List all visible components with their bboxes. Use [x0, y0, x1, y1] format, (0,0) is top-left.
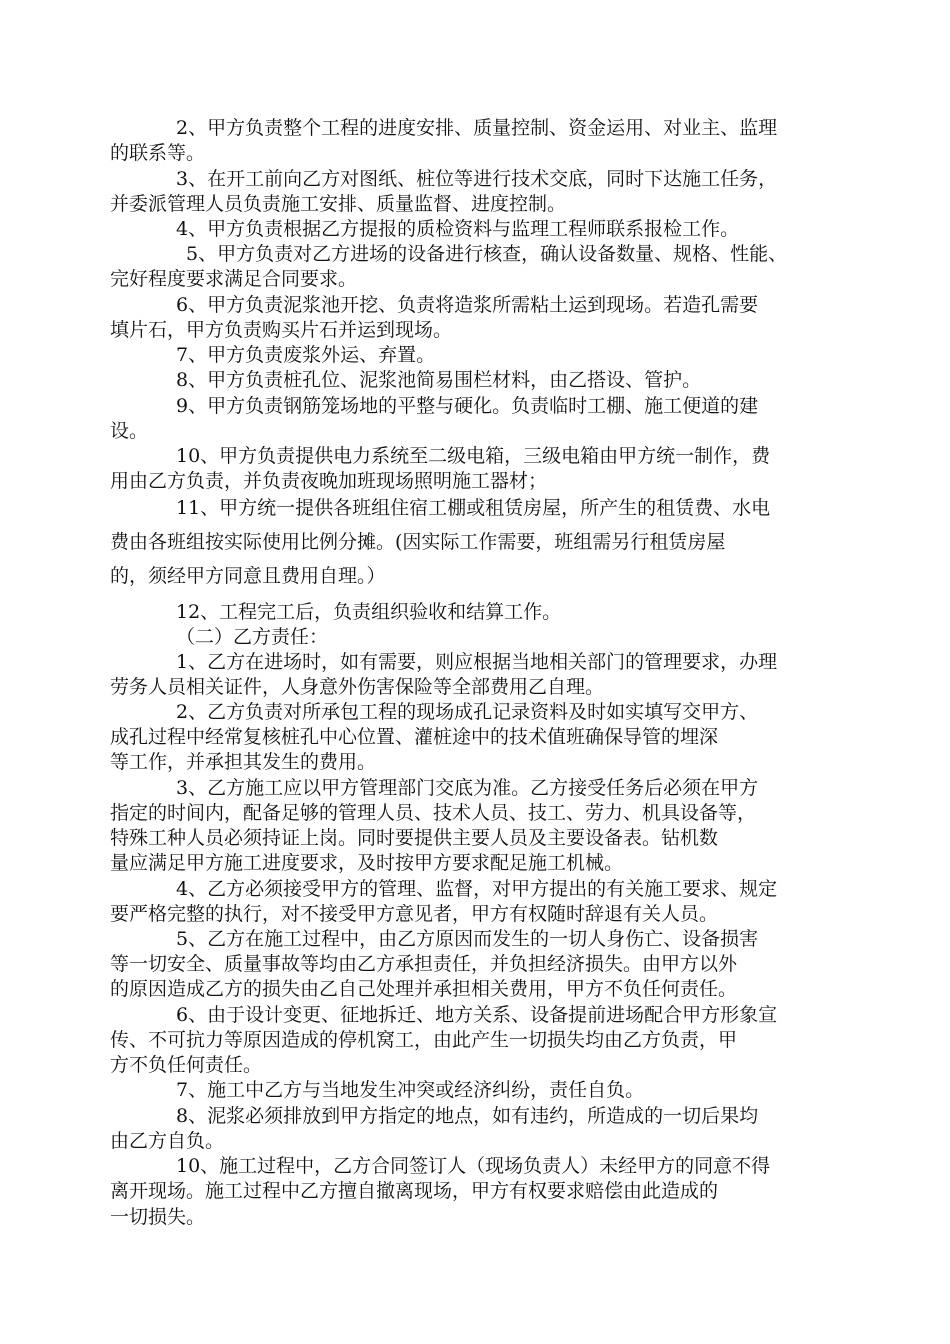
text-line: 11、甲方统一提供各班组住宿工棚或租赁房屋，所产生的租赁费、水电	[176, 497, 771, 519]
text-line: 1、乙方在进场时，如有需要，则应根据当地相关部门的管理要求，办理	[176, 651, 778, 673]
text-line: 10、甲方负责提供电力系统至二级电箱，三级电箱由甲方统一制作，费	[176, 445, 771, 467]
text-line: 方不负任何责任。	[110, 1054, 263, 1076]
text-line: 用由乙方负责，并负责夜晚加班现场照明施工器材；	[110, 470, 548, 492]
text-line: 7、施工中乙方与当地发生冲突或经济纠纷，责任自负。	[176, 1079, 645, 1101]
text-line: 特殊工种人员必须持证上岗。同时要提供主要人员及主要设备表。钻机数	[110, 827, 719, 849]
text-line: 设。	[110, 420, 149, 442]
section-heading-text: （二）乙方责任：	[176, 626, 329, 648]
text-line: 等一切安全、质量事故等均由乙方承担责任，并负担经济损失。由甲方以外	[110, 953, 738, 975]
text-line: 劳务人员相关证件，人身意外伤害保险等全部费用乙自理。	[110, 676, 605, 698]
text-line: 6、由于设计变更、征地拆迁、地方关系、设备提前进场配合甲方形象宣	[176, 1004, 778, 1026]
text-line: 的联系等。	[110, 142, 206, 164]
text-line: 8、甲方负责桩孔位、泥浆池简易围栏材料，由乙搭设、管护。	[176, 369, 702, 391]
text-line: 2、甲方负责整个工程的进度安排、质量控制、资金运用、对业主、监理	[176, 117, 778, 139]
text-line: 完好程度要求满足合同要求。	[110, 268, 358, 290]
text-line: 等工作，并承担其发生的费用。	[110, 751, 377, 773]
text-line: 2、乙方负责对所承包工程的现场成孔记录资料及时如实填写交甲方、	[176, 701, 759, 723]
text-line: 填片石，甲方负责购买片石并运到现场。	[110, 319, 453, 341]
text-line: 10、施工过程中，乙方合同签订人（现场负责人）未经甲方的同意不得	[176, 1155, 771, 1177]
text-line: 成孔过程中经常复核桩孔中心位置、灌桩途中的技术值班确保导管的埋深	[110, 726, 719, 748]
text-line: 的原因造成乙方的损失由乙自己处理并承担相关费用，甲方不负任何责任。	[110, 978, 738, 1000]
text-line: 一切损失。	[110, 1206, 206, 1228]
text-line: 指定的时间内，配备足够的管理人员、技术人员、技工、劳力、机具设备等，	[110, 802, 757, 824]
text-line: 由乙方自负。	[110, 1130, 225, 1152]
text-line: 3、乙方施工应以甲方管理部门交底为准。乙方接受任务后必须在甲方	[176, 777, 759, 799]
text-line: 3、在开工前向乙方对图纸、桩位等进行技术交底，同时下达施工任务，	[176, 168, 778, 190]
text-line: 8、泥浆必须排放到甲方指定的地点，如有违约，所造成的一切后果均	[176, 1105, 759, 1127]
text-line: 传、不可抗力等原因造成的停机窝工，由此产生一切损失均由乙方负责，甲	[110, 1029, 738, 1051]
text-line: 4、甲方负责根据乙方提报的质检资料与监理工程师联系报检工作。	[176, 218, 740, 240]
text-line: 要严格完整的执行，对不接受甲方意见者，甲方有权随时辞退有关人员。	[110, 903, 719, 925]
text-line: 的，须经甲方同意且费用自理。）	[110, 565, 386, 587]
text-line: 9、甲方负责钢筋笼场地的平整与硬化。负责临时工棚、施工便道的建	[176, 395, 759, 417]
text-line: 7、甲方负责废浆外运、弃置。	[176, 344, 436, 366]
text-line: 并委派管理人员负责施工安排、质量监督、进度控制。	[110, 193, 567, 215]
text-line: 量应满足甲方施工进度要求，及时按甲方要求配足施工机械。	[110, 852, 624, 874]
text-line: 5、乙方在施工过程中，由乙方原因而发生的一切人身伤亡、设备损害	[176, 928, 759, 950]
text-line: 12、工程完工后，负责组织验收和结算工作。	[176, 601, 562, 623]
text-line: 离开现场。施工过程中乙方擅自撤离现场，甲方有权要求赔偿由此造成的	[110, 1180, 719, 1202]
text-line: 5、甲方负责对乙方进场的设备进行核查，确认设备数量、规格、性能、	[186, 243, 788, 265]
text-line: 6、甲方负责泥浆池开挖、负责将造浆所需粘土运到现场。若造孔需要	[176, 294, 759, 316]
text-line: 费由各班组按实际使用比例分摊。(因实际工作需要，班组需另行租赁房屋	[110, 531, 726, 553]
text-line: 4、乙方必须接受甲方的管理、监督，对甲方提出的有关施工要求、规定	[176, 878, 778, 900]
